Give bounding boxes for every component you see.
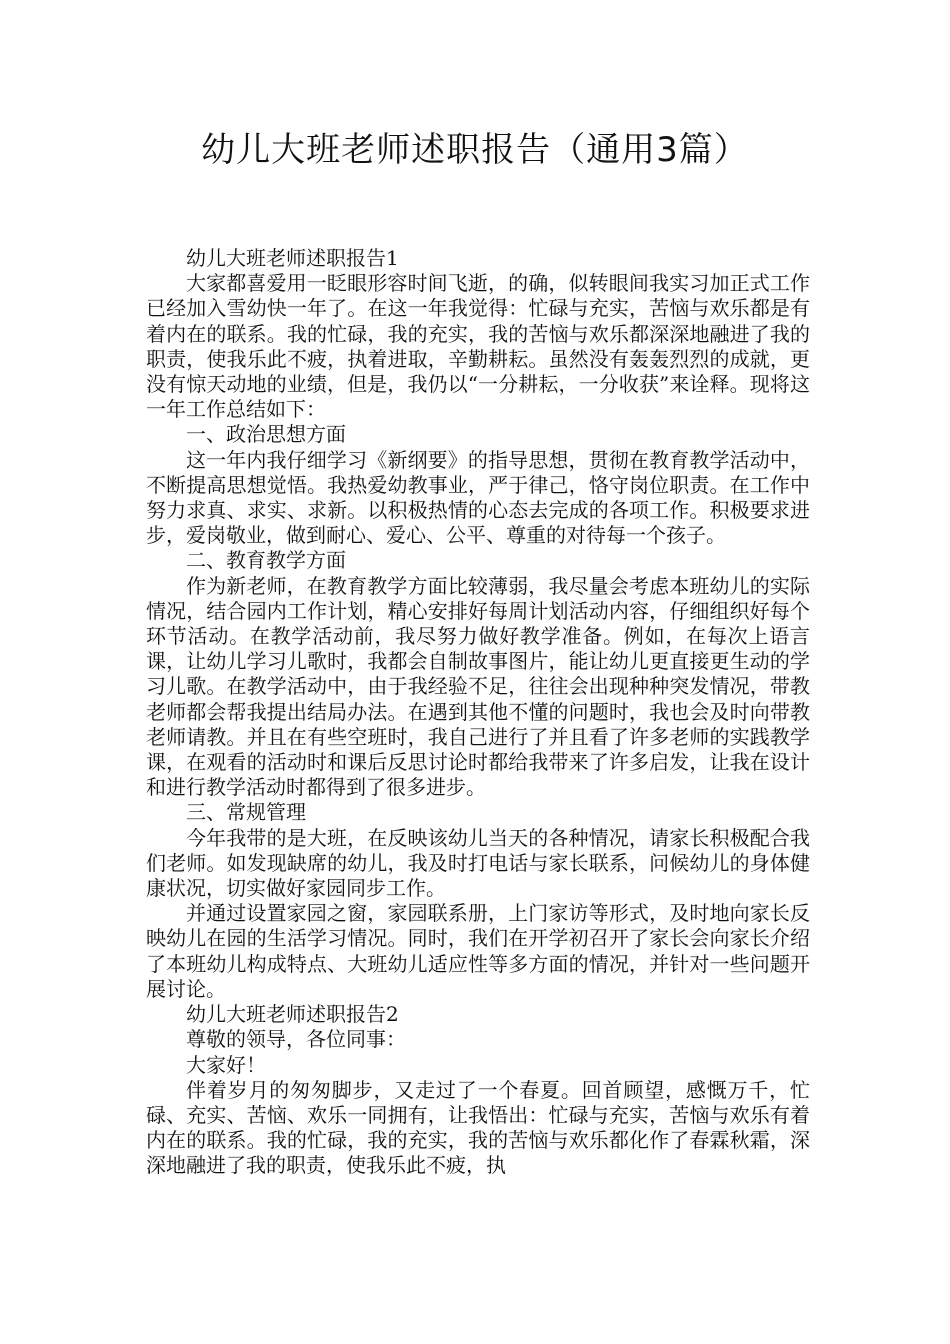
paragraph-intro: 大家都喜爱用一眨眼形容时间飞逝，的确，似转眼间我实习加正式工作已经加入雪幼快一年了。在这一年我觉得：忙碌与充实，苦恼与欢乐都是有着内在的联系。我的忙碌，我的充实，我的苦恼与欢乐都深深地融进了我的职责，使我乐此不疲，执着进取，辛勤耕耘。虽然没有轰轰烈烈的成就，更没有惊天动地的业绩，但是，我仍以“一分耕耘，一分收获”来诠释。现将这一年工作总结如下：: [146, 271, 810, 422]
paragraph-politics: 这一年内我仔细学习《新纲要》的指导思想，贯彻在教育教学活动中，不断提高思想觉悟。我热爱幼教事业，严于律己，恪守岗位职责。在工作中努力求真、求实、求新。以积极热情的心态去完成的各项工作。积极要求进步，爱岗敬业，做到耐心、爱心、公平、尊重的对待每一个孩子。: [146, 447, 810, 548]
salutation: 尊敬的领导，各位同事：: [186, 1027, 406, 1052]
greeting: 大家好！: [186, 1052, 266, 1077]
paragraph-teaching: 作为新老师，在教育教学方面比较薄弱，我尽量会考虑本班幼儿的实际情况，结合园内工作计划，精心安排好每周计划活动内容，仔细组织好每个环节活动。在教学活动前，我尽努力做好教学准备。例如，在每次上语言课，让幼儿学习儿歌时，我都会自制故事图片，能让幼儿更直接更生动的学习儿歌。在教学活动中，由于我经验不足，往往会出现种种突发情况，带教老师都会帮我提出结局办法。在遇到其他不懂的问题时，我也会及时向带教老师请教。并且在有些空班时，我自己进行了并且看了许多老师的实践教学课，在观看的活动时和课后反思讨论时都给我带来了许多启发，让我在设计和进行教学活动时都得到了很多进步。: [146, 573, 810, 800]
section-heading-report-1: 幼儿大班老师述职报告1: [186, 246, 399, 270]
paragraph-report-2-body: 伴着岁月的匆匆脚步，又走过了一个春夏。回首顾望，感慨万千，忙碌、充实、苦恼、欢乐一同拥有，让我悟出：忙碌与充实，苦恼与欢乐有着内在的联系。我的忙碌，我的充实，我的苦恼与欢乐都化作了春霖秋霜，深深地融进了我的职责，使我乐此不疲，执: [146, 1077, 810, 1178]
section-heading-report-2: 幼儿大班老师述职报告2: [186, 1002, 399, 1027]
paragraph-routine-2: 并通过设置家园之窗，家园联系册，上门家访等形式，及时地向家长反映幼儿在园的生活学习情况。同时，我们在开学初召开了家长会向家长介绍了本班幼儿构成特点、大班幼儿适应性等多方面的情况，并针对一些问题开展讨论。: [146, 901, 810, 1001]
paragraph-routine-1: 今年我带的是大班，在反映该幼儿当天的各种情况，请家长积极配合我们老师。如发现缺席的幼儿，我及时打电话与家长联系，问候幼儿的身体健康状况，切实做好家园同步工作。: [146, 825, 810, 901]
document-title: 幼儿大班老师述职报告（通用3篇）: [201, 130, 749, 170]
section-heading-routine: 三、常规管理: [186, 800, 306, 825]
section-heading-teaching: 二、教育教学方面: [186, 548, 346, 573]
document-body: [146, 246, 810, 1179]
section-heading-politics: 一、政治思想方面: [186, 422, 346, 447]
